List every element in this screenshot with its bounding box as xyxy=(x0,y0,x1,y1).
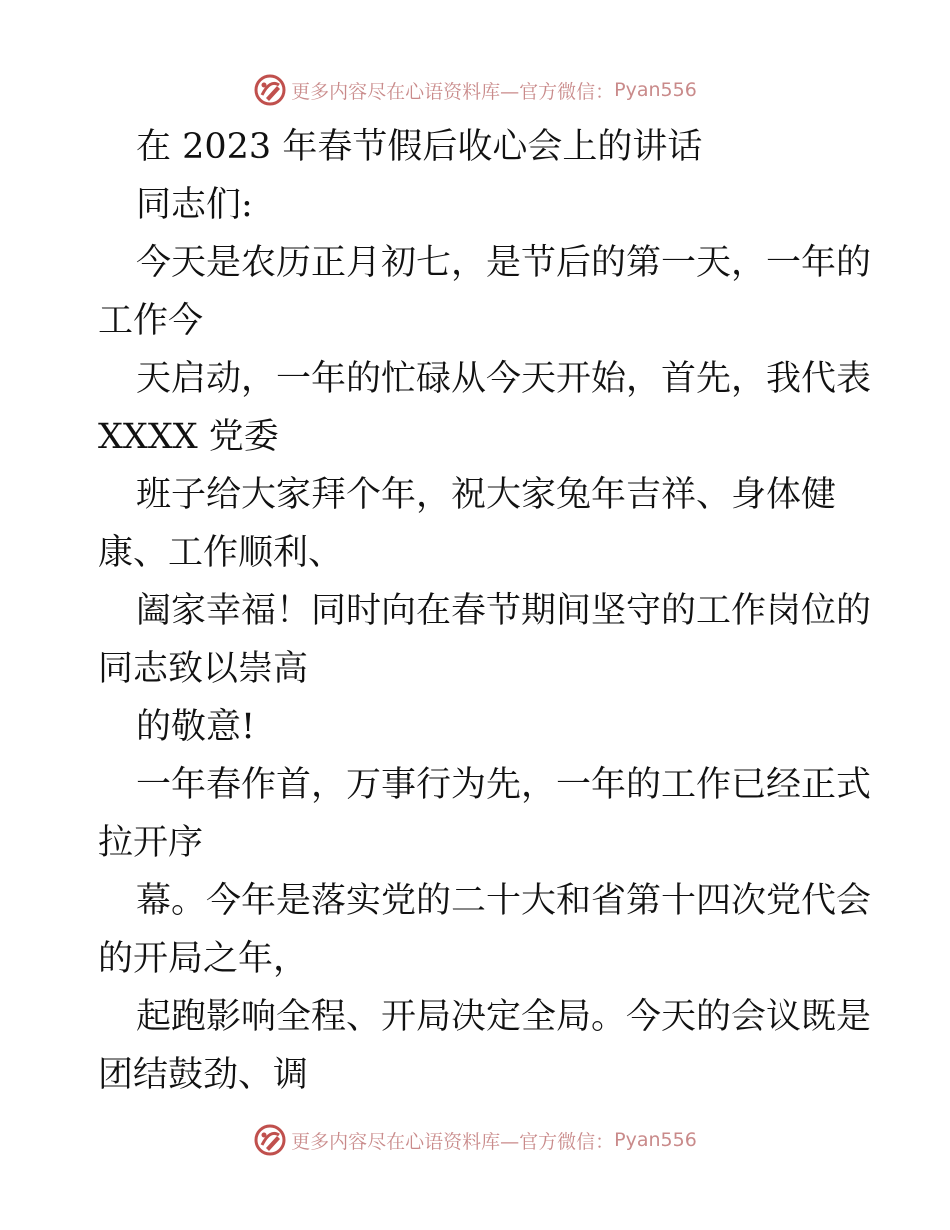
text-line: 幕。今年是落实党的二十大和省第十四次党代会 xyxy=(136,881,872,921)
swirl-pen-logo-icon xyxy=(253,73,287,107)
footer-watermark-banner xyxy=(0,1120,950,1160)
text-line: 拉开序 xyxy=(98,823,204,863)
text-line: 的敬意! xyxy=(136,707,256,747)
text-line: 起跑影响全程、开局决定全局。今天的会议既是 xyxy=(136,997,872,1037)
document-body xyxy=(98,118,872,1104)
text-line: 今天是农历正月初七，是节后的第一天，一年的 xyxy=(136,243,872,283)
header-watermark-banner xyxy=(0,70,950,110)
text-line: 天启动，一年的忙碌从今天开始，首先，我代表 xyxy=(136,359,872,399)
text-line: 团结鼓劲、调 xyxy=(98,1055,309,1095)
text-line: 同志们: xyxy=(136,185,253,225)
banner-wechat-id: Pyan556 xyxy=(614,1129,697,1151)
text-line: 班子给大家拜个年，祝大家兔年吉祥、身体健 xyxy=(136,475,837,515)
text-line: 的开局之年， xyxy=(98,939,309,979)
text-line: 在 2023 年春节假后收心会上的讲话 xyxy=(136,127,703,167)
text-line: 阖家幸福！同时向在春节期间坚守的工作岗位的 xyxy=(136,591,872,631)
banner-text: 更多内容尽在心语资料库—官方微信： xyxy=(291,80,615,103)
text-line: 康、工作顺利、 xyxy=(98,533,344,573)
text-line: 同志致以崇高 xyxy=(98,649,309,689)
text-line: 工作今 xyxy=(98,301,204,341)
banner-wechat-id: Pyan556 xyxy=(614,79,697,101)
text-line: 一年春作首，万事行为先，一年的工作已经正式 xyxy=(136,765,872,805)
swirl-pen-logo-icon xyxy=(253,1123,287,1157)
banner-text: 更多内容尽在心语资料库—官方微信： xyxy=(291,1130,615,1153)
text-line: XXXX 党委 xyxy=(98,417,279,457)
